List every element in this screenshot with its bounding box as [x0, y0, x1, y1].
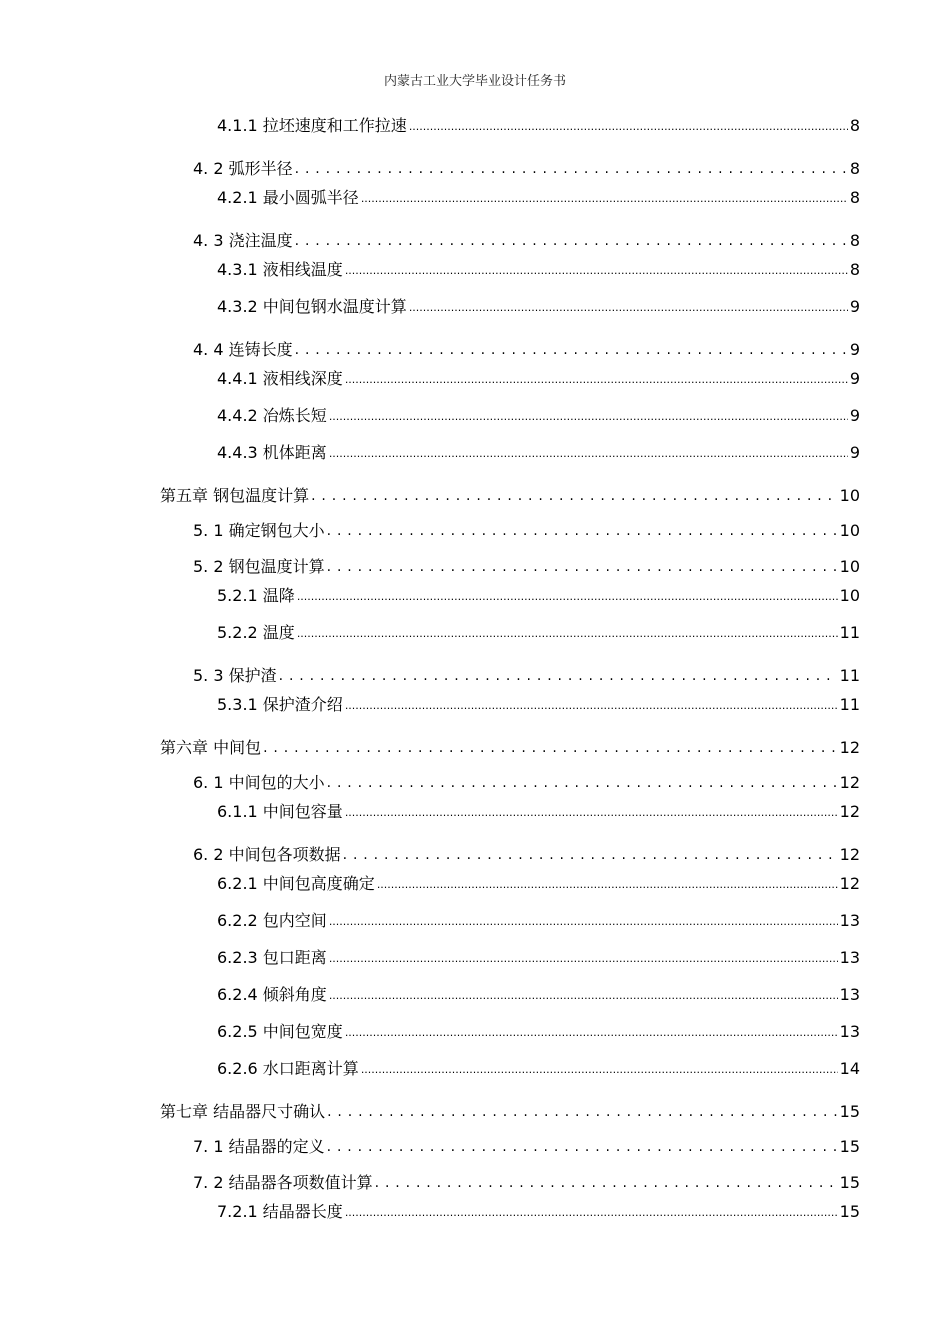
toc-entry[interactable]	[217, 297, 860, 319]
toc-entry-page: 9	[849, 340, 860, 359]
toc-entry-title: 第七章 结晶器尺寸确认	[160, 1102, 326, 1121]
toc-entry-page: 14	[839, 1059, 860, 1078]
toc-entry-title: 第六章 中间包	[160, 738, 262, 757]
toc-entry-page: 11	[839, 666, 860, 685]
toc-entry[interactable]	[217, 985, 860, 1007]
toc-entry-title: 4. 2 弧形半径	[193, 159, 293, 178]
toc-entry[interactable]	[193, 557, 860, 578]
dot-leader	[343, 845, 838, 865]
toc-entry[interactable]	[217, 802, 860, 824]
dot-leader	[327, 1137, 838, 1157]
toc-entry-title: 4.3.2 中间包钢水温度计算	[217, 297, 407, 316]
toc-entry[interactable]	[193, 521, 860, 542]
toc-entry[interactable]	[193, 1137, 860, 1158]
toc-entry-page: 15	[839, 1137, 860, 1156]
dot-leader	[329, 407, 848, 427]
toc-entry-page: 15	[839, 1102, 860, 1121]
toc-entry[interactable]	[217, 948, 860, 970]
toc-entry-title: 7. 1 结晶器的定义	[193, 1137, 325, 1156]
toc-entry[interactable]	[217, 1059, 860, 1081]
toc-entry-page: 9	[849, 369, 860, 388]
toc-entry-page: 15	[839, 1173, 860, 1192]
toc-entry-title: 5. 3 保护渣	[193, 666, 277, 685]
toc-entry-page: 13	[839, 948, 860, 967]
toc-entry[interactable]	[193, 340, 860, 361]
toc-entry-title: 5. 1 确定钢包大小	[193, 521, 325, 540]
dot-leader	[345, 696, 838, 716]
toc-entry[interactable]	[160, 1102, 860, 1123]
toc-entry[interactable]	[160, 486, 860, 507]
toc-entry-page: 10	[839, 486, 860, 505]
dot-leader	[375, 1173, 838, 1193]
dot-leader	[409, 117, 848, 137]
toc-entry-title: 5.2.2 温度	[217, 623, 295, 642]
toc-entry[interactable]	[193, 666, 860, 687]
toc-entry-title: 7.2.1 结晶器长度	[217, 1202, 343, 1221]
toc-entry-title: 7. 2 结晶器各项数值计算	[193, 1173, 373, 1192]
toc-entry-title: 6.2.5 中间包宽度	[217, 1022, 343, 1041]
toc-entry-page: 8	[849, 260, 860, 279]
dot-leader	[327, 773, 838, 793]
toc-entry[interactable]	[217, 911, 860, 933]
toc-entry-page: 10	[839, 586, 860, 605]
dot-leader	[409, 298, 848, 318]
toc-entry-title: 第五章 钢包温度计算	[160, 486, 310, 505]
toc-entry-page: 12	[839, 845, 860, 864]
dot-leader	[329, 912, 838, 932]
toc-entry[interactable]	[217, 695, 860, 717]
dot-leader	[311, 486, 838, 506]
toc-entry[interactable]	[217, 260, 860, 282]
dot-leader	[295, 231, 848, 251]
toc-entry-page: 8	[849, 159, 860, 178]
dot-leader	[345, 1203, 838, 1223]
toc-entry[interactable]	[193, 845, 860, 866]
toc-entry-title: 6. 1 中间包的大小	[193, 773, 325, 792]
toc-entry[interactable]	[193, 773, 860, 794]
toc-entry-page: 10	[839, 521, 860, 540]
dot-leader	[329, 949, 838, 969]
toc-entry-page: 13	[839, 1022, 860, 1041]
dot-leader	[345, 261, 848, 281]
toc-entry-page: 8	[849, 188, 860, 207]
toc-entry[interactable]	[217, 406, 860, 428]
dot-leader	[297, 587, 838, 607]
toc-entry-page: 11	[839, 695, 860, 714]
toc-entry-title: 4. 3 浇注温度	[193, 231, 293, 250]
toc-entry[interactable]	[193, 159, 860, 180]
toc-entry-title: 5. 2 钢包温度计算	[193, 557, 325, 576]
toc-entry-title: 5.3.1 保护渣介绍	[217, 695, 343, 714]
toc-entry-title: 6. 2 中间包各项数据	[193, 845, 341, 864]
toc-entry-title: 4.3.1 液相线温度	[217, 260, 343, 279]
toc-entry-page: 9	[849, 443, 860, 462]
dot-leader	[345, 1023, 838, 1043]
dot-leader	[263, 738, 838, 758]
dot-leader	[297, 624, 838, 644]
toc-entry-page: 11	[839, 623, 860, 642]
dot-leader	[329, 444, 848, 464]
toc-entry-page: 9	[849, 297, 860, 316]
toc-entry-title: 5.2.1 温降	[217, 586, 295, 605]
toc-entry-title: 6.2.2 包内空间	[217, 911, 327, 930]
toc-entry[interactable]	[217, 116, 860, 138]
toc-entry-page: 12	[839, 773, 860, 792]
dot-leader	[345, 803, 838, 823]
toc-entry-title: 6.2.1 中间包高度确定	[217, 874, 375, 893]
toc-entry-page: 13	[839, 911, 860, 930]
dot-leader	[295, 159, 848, 179]
toc-entry-title: 6.2.6 水口距离计算	[217, 1059, 359, 1078]
toc-entry-page: 15	[839, 1202, 860, 1221]
dot-leader	[361, 1060, 838, 1080]
dot-leader	[327, 1102, 838, 1122]
toc-entry-title: 4. 4 连铸长度	[193, 340, 293, 359]
toc-entry[interactable]	[217, 874, 860, 896]
toc-entry-title: 4.4.1 液相线深度	[217, 369, 343, 388]
dot-leader	[377, 875, 838, 895]
dot-leader	[279, 666, 838, 686]
dot-leader	[327, 521, 838, 541]
toc-entry[interactable]	[193, 1173, 860, 1194]
dot-leader	[295, 340, 848, 360]
toc-entry[interactable]	[217, 1022, 860, 1044]
dot-leader	[327, 557, 838, 577]
toc-entry[interactable]	[217, 1202, 860, 1224]
toc-entry-title: 6.2.3 包口距离	[217, 948, 327, 967]
toc-entry-title: 4.2.1 最小圆弧半径	[217, 188, 359, 207]
dot-leader	[345, 370, 848, 390]
toc-entry-title: 4.1.1 拉坯速度和工作拉速	[217, 116, 407, 135]
toc-entry[interactable]	[217, 586, 860, 608]
toc-entry-page: 12	[839, 802, 860, 821]
toc-entry-title: 4.4.2 冶炼长短	[217, 406, 327, 425]
toc-entry[interactable]	[160, 738, 860, 759]
toc-entry-title: 6.2.4 倾斜角度	[217, 985, 327, 1004]
toc-entry-page: 13	[839, 985, 860, 1004]
dot-leader	[329, 986, 838, 1006]
dot-leader	[361, 189, 848, 209]
toc-entry-page: 12	[839, 738, 860, 757]
toc-entry-page: 8	[849, 116, 860, 135]
toc-entry-page: 12	[839, 874, 860, 893]
toc-entry-title: 4.4.3 机体距离	[217, 443, 327, 462]
toc-entry[interactable]	[217, 443, 860, 465]
toc-entry[interactable]	[217, 623, 860, 645]
toc-entry[interactable]	[193, 231, 860, 252]
toc-entry-page: 9	[849, 406, 860, 425]
toc-entry-title: 6.1.1 中间包容量	[217, 802, 343, 821]
page-header: 内蒙古工业大学毕业设计任务书	[383, 74, 566, 89]
toc-entry-page: 8	[849, 231, 860, 250]
toc-entry-page: 10	[839, 557, 860, 576]
toc-entry[interactable]	[217, 369, 860, 391]
toc-entry[interactable]	[217, 188, 860, 210]
